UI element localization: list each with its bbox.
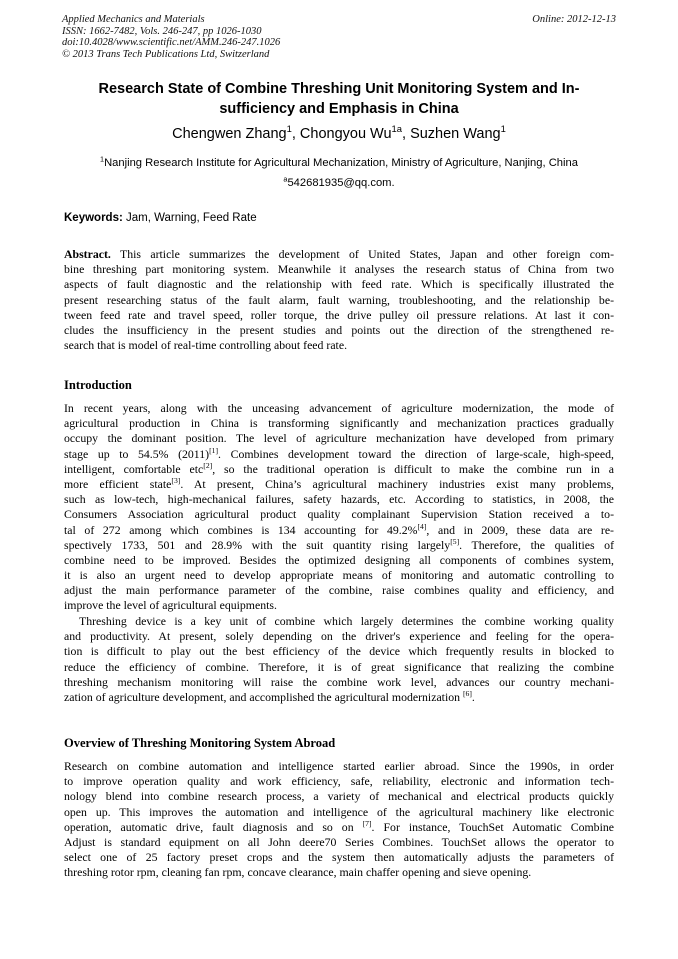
text-line: agricultural production in China is transforming significantly and mechanization practices gradually (64, 416, 614, 431)
section-heading-introduction: Introduction (64, 378, 132, 392)
text-segment: , and in 2009, these data are re- (426, 522, 614, 537)
abstract-line (64, 247, 614, 262)
text-segment: spectively 1733, 501 and 28.9% with the suit quantity rising largely (64, 537, 451, 552)
text-line: tion is difficult to play out the best efficiency of the device which frequently results in blocked to (64, 644, 614, 659)
text-line (64, 462, 614, 477)
text-line: Threshing device is a key unit of combine which largely determines the combine working quality (79, 614, 614, 628)
abstract-line: bine threshing part monitoring system. Meanwhile it analyses the research status of China from two (64, 262, 614, 277)
text-line: occupy the dominant position. The level of agriculture mechanization have developed from primary (64, 431, 614, 446)
text-line: to improve operation quality and work efficiency, safe, reliability, electronic and information tech- (64, 774, 614, 789)
text-line: Research on combine automation and intelligence started earlier abroad. Since the 1990s, in order (64, 759, 614, 773)
text-segment: more efficient state (64, 476, 172, 491)
author-affil-mark: 1 (500, 123, 506, 135)
text-line: and productivity. At present, solely depending on the driver's experience and feeling for the opera- (64, 629, 614, 644)
intro-paragraph-2 (64, 614, 614, 705)
author-affil-mark: 1a (391, 123, 402, 135)
abstract (64, 247, 614, 353)
affiliation (0, 154, 678, 169)
text-segment: . Combines development toward the direction of large-scale, high-speed, (218, 446, 614, 461)
text-segment: intelligent, comfortable etc (64, 461, 204, 476)
affiliation-text: Nanjing Research Institute for Agricultural Mechanization, Ministry of Agriculture, Nanjing, China (104, 157, 578, 169)
online-date: Online: 2012-12-13 (532, 14, 616, 25)
abstract-line: tween feed rate and travel speed, roller torque, the drive pulley oil pressure relations. At last it con- (64, 307, 614, 322)
copyright-line: © 2013 Trans Tech Publications Ltd, Switzerland (62, 48, 270, 60)
section-heading-overview: Overview of Threshing Monitoring System Abroad (64, 736, 336, 750)
text-segment: zation of agriculture development, and accomplished the agricultural modernization (64, 689, 463, 704)
email-line (0, 174, 678, 189)
overview-paragraph-1 (64, 759, 614, 881)
text-segment: , so the traditional operation is difficult to make the combine run in a (212, 461, 615, 476)
issn-line: ISSN: 1662-7482, Vols. 246-247, pp 1026-1030 (62, 25, 262, 37)
email-address: 542681935@qq.com. (287, 177, 395, 189)
text-line: such as low-tech, high-mechanical failures, safety hazards, etc. According to statistics, in 2008, the (64, 492, 614, 507)
text-line: threshing rotor rpm, cleaning fan rpm, concave clearance, main chaffer opening and sieve opening. (64, 865, 532, 880)
author-name: Chengwen Zhang (172, 126, 287, 142)
author-name: Suzhen Wang (410, 126, 501, 142)
affiliation-mark: 1 (100, 154, 105, 164)
text-line: threshing mechanism monitoring will raise the combine work level, advances our country mechani- (64, 674, 614, 689)
text-line: Adjust is standard equipment on all John deere70 Series Combines. TouchSet allows the operator to (64, 834, 614, 849)
journal-name: Applied Mechanics and Materials (62, 14, 205, 25)
text-segment: tal of 272 among which combines is 134 accounting for 49.2% (64, 522, 418, 537)
text-line (64, 690, 614, 705)
abstract-line: search that is model of real-time controlling about feed rate. (64, 338, 348, 353)
text-segment: . For instance, TouchSet Automatic Combine (371, 819, 614, 834)
text-line: combine need to be improved. Besides the optimized designing all components of combines system, (64, 552, 614, 567)
abstract-line: present researching status of the fault alarm, fault warning, troubleshooting, and the relationship be- (64, 292, 614, 307)
author-affil-mark: 1 (286, 123, 292, 135)
text-segment: . Therefore, the qualities of (459, 537, 614, 552)
text-line: improve the level of agricultural equipments. (64, 598, 277, 613)
keywords-label: Keywords: (64, 212, 123, 224)
citation-ref: [5] (450, 536, 460, 546)
text-line: adjust the main performance parameter of the combine, raise combines quality and efficiency, and (64, 583, 614, 598)
text-line: Consumers Association agricultural product quality complainant Supervision Station received a to- (64, 507, 614, 522)
citation-ref: [1] (209, 445, 219, 455)
abstract-text: This article summarizes the development of United States, Japan and other foreign com- (110, 247, 614, 261)
keywords (64, 212, 614, 224)
abstract-line: cludes the insufficiency in the present studies and points out the direction of the strengthened re- (64, 322, 614, 337)
text-segment: stage up to 54.5% (2011) (64, 446, 210, 461)
abstract-line: aspects of fault diagnostic and the relationship with feed rate. Which is specifically illustrated the (64, 277, 614, 292)
text-segment: . (471, 689, 475, 704)
text-line (64, 477, 614, 492)
citation-ref: [3] (171, 476, 181, 486)
text-line: nology blend into combine research process, a variety of mechanical and electrical products quickly (64, 789, 614, 804)
title-line-1: Research State of Combine Threshing Unit Monitoring System and In- (98, 81, 580, 97)
citation-ref: [2] (203, 460, 213, 470)
text-segment: . At present, China’s agricultural machinery industries exist many problems, (180, 476, 615, 491)
citation-ref: [4] (417, 521, 427, 531)
text-line (64, 820, 614, 835)
text-line: open up. This improves the automation and intelligence of the agricultural machinery like electronic (64, 804, 614, 819)
title-line-2: sufficiency and Emphasis in China (219, 100, 459, 117)
doi-line: doi:10.4028/www.scientific.net/AMM.246-247.1026 (62, 37, 281, 49)
text-line: In recent years, along with the unceasing advancement of agriculture modernization, the mode of (64, 401, 614, 415)
text-line: reduce the efficiency of combine. Therefore, it is of great significance that realizing the combine (64, 659, 614, 674)
text-line (64, 523, 614, 538)
text-line (64, 447, 614, 462)
email-mark: a (283, 174, 288, 184)
author-name: Chongyou Wu (299, 126, 392, 142)
keywords-text: Jam, Warning, Feed Rate (122, 212, 257, 224)
citation-ref: [7] (362, 818, 372, 828)
text-line: it is also an urgent need to develop appropriate means of monitoring and automatic controlling to (64, 568, 614, 583)
author-separator: , (291, 126, 300, 142)
text-line (64, 538, 614, 553)
paper-title (66, 80, 612, 119)
intro-paragraph-1 (64, 401, 614, 614)
text-segment: operation, automatic drive, fault diagnosis and so on (64, 819, 363, 834)
citation-ref: [6] (462, 689, 472, 699)
author-list (0, 123, 678, 142)
author-separator: , (402, 126, 411, 142)
journal-header (62, 14, 616, 60)
abstract-label: Abstract. (64, 247, 111, 261)
text-line: select one of 25 factory preset crops and the system then automatically adjusts the parameters of (64, 850, 614, 865)
